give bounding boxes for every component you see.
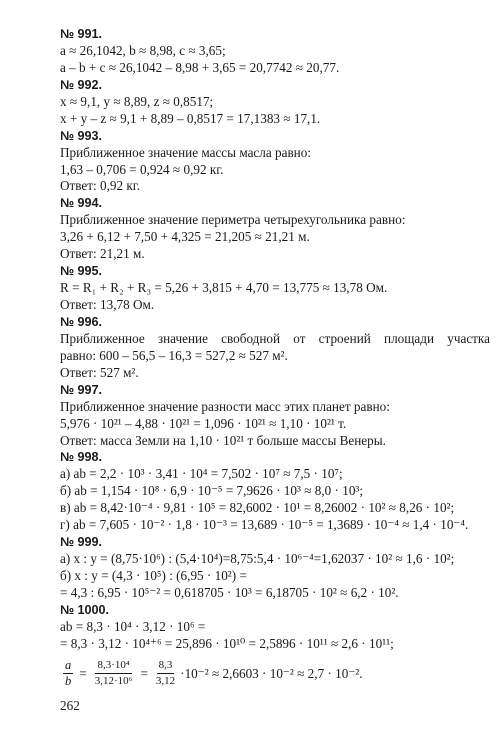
solution-line: Ответ: 13,78 Ом. [60,297,155,312]
solution-line: x + y – z ≈ 9,1 + 8,89 – 0,8517 = 17,1383 ≈ 17,1. [60,110,321,126]
solution-line: a – b + c ≈ 26,1042 – 8,98 + 3,65 = 20,7742 ≈ 20,77. [60,59,340,75]
solution-line: Ответ: масса Земли на 1,10 · 10²¹ т больше массы Венеры. [60,432,386,448]
solution-line: 1,63 – 0,706 = 0,924 ≈ 0,92 кг. [60,161,224,177]
solution-line: Ответ: 527 м². [60,364,139,380]
equals-sign: = [79,665,87,681]
fraction-mantissas [154,659,177,688]
solution-line: Приближенное значение периметра четырехугольника равно: [60,212,406,228]
solution-line: Приближенное значение свободной от строений площади участка [60,330,490,346]
solution-line: г) ab = 7,605 · 10⁻² · 1,8 · 10⁻³ = 13,689 · 10⁻⁵ = 1,3689 · 10⁻⁴ ≈ 1,4 · 10⁻⁴. [60,517,469,533]
solution-line: = 8,3 · 3,12 · 10⁴⁺⁶ = 25,896 · 10¹⁰ = 2,5896 · 10¹¹ ≈ 2,6 · 10¹¹; [60,635,394,651]
problem-heading: № 995. [60,264,103,279]
problem-heading: № 991. [60,27,103,41]
solution-line: Ответ: 0,92 кг. [60,178,141,194]
solution-line: Приближенное значение разности масс этих планет равно: [60,398,390,414]
problem-heading: № 998. [60,450,103,465]
problem-heading: № 997. [60,382,103,397]
solution-line: б) ab = 1,154 · 10⁸ · 6,9 · 10⁻⁵ = 7,9626 · 10³ ≈ 8,0 · 10³; [60,483,364,499]
solution-line: а) x : y = (8,75·10⁶) : (5,4·10⁴)=8,75:5,4 · 10⁶⁻⁴=1,62037 · 10² ≈ 1,6 · 10²; [60,551,455,567]
solution-line: 3,26 + 6,12 + 7,50 + 4,325 = 21,205 ≈ 21,21 м. [60,229,310,245]
fraction-expression [60,657,490,691]
ratio-numerator: a [65,658,72,673]
fraction-powers-denominator: 3,12·10⁶ [94,675,133,688]
problem-heading: № 1000. [60,602,110,617]
fraction-mantissas-denominator: 3,12 [155,675,176,688]
ratio-fraction-a-b [63,659,73,688]
fraction-powers [93,659,135,688]
solution-line: = 4,3 : 6,95 · 10⁵⁻² = 0,618705 · 10³ = 6,18705 · 10² ≈ 6,2 · 10². [60,584,399,600]
problem-heading: № 992. [60,77,103,92]
solution-line: a ≈ 26,1042, b ≈ 8,98, c ≈ 3,65; [60,42,226,58]
page-number: 262 [60,698,80,713]
solution-line: x ≈ 9,1, y ≈ 8,89, z ≈ 0,8517; [60,93,214,109]
solution-line: б) x : y = (4,3 · 10⁵) : (6,95 · 10²) = [60,568,247,583]
solution-line: ab = 8,3 · 10⁴ · 3,12 · 10⁶ = [60,618,206,634]
fraction-mantissas-numerator: 8,3 [157,659,175,674]
solution-line: R = R₁ + R₂ + R₃ = 5,26 + 3,815 + 4,70 = 13,775 ≈ 13,78 Ом. [60,280,388,296]
solutions-content [60,26,490,691]
fraction-result-text: ·10⁻² ≈ 2,6603 · 10⁻² ≈ 2,7 · 10⁻². [180,665,363,681]
problem-heading: № 999. [60,535,103,550]
solution-line: равно: 600 – 56,5 – 16,3 = 527,2 ≈ 527 м². [60,347,288,363]
solution-line: Приближенное значение массы масла равно: [60,144,311,160]
ratio-denominator: b [65,674,72,689]
solution-lines [60,26,490,653]
solution-line: в) ab = 8,42·10⁻⁴ · 9,81 · 10⁵ = 82,6002 · 10¹ = 8,26002 · 10² ≈ 8,26 · 10²; [60,500,455,516]
problem-heading: № 993. [60,128,103,143]
problem-heading: № 996. [60,314,103,329]
problem-heading: № 994. [60,196,103,211]
solution-line: а) ab = 2,2 · 10³ · 3,41 · 10⁴ = 7,502 · 10⁷ ≈ 7,5 · 10⁷; [60,466,343,482]
fraction-powers-numerator: 8,3·10⁴ [95,659,131,674]
solution-line: 5,976 · 10²¹ – 4,88 · 10²¹ = 1,096 · 10²¹ ≈ 1,10 · 10²¹ т. [60,415,347,431]
equals-sign: = [140,665,148,681]
solution-line: Ответ: 21,21 м. [60,246,145,262]
